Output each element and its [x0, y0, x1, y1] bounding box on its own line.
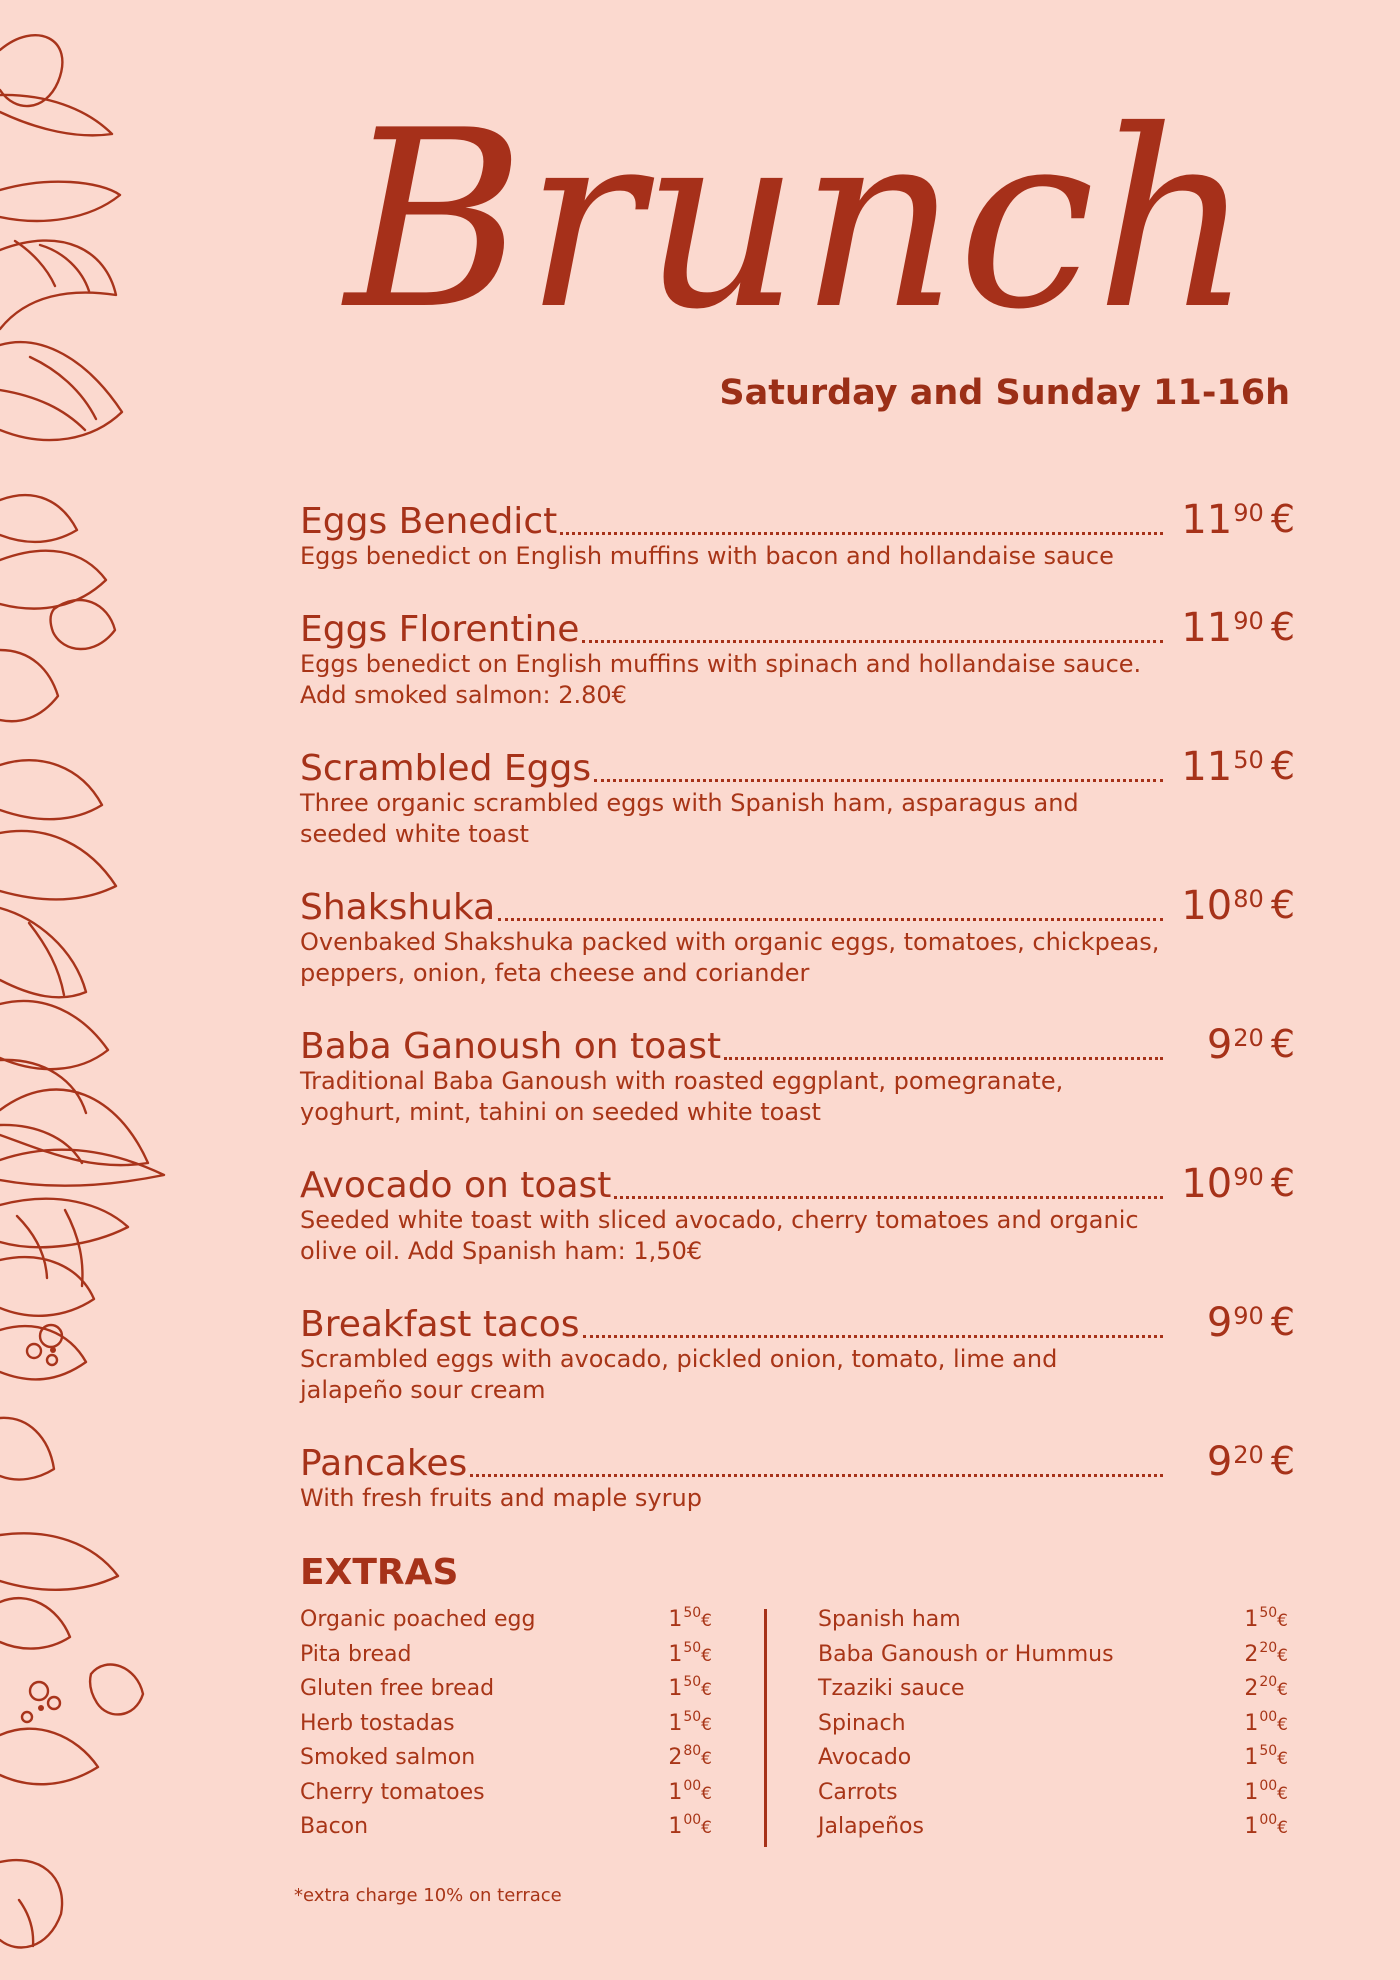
menu-item-name: Avocado on toast [300, 1165, 612, 1206]
extra-price: $1^{50}€$ [668, 1708, 712, 1736]
menu-item-price: 11 50 € [1181, 744, 1295, 790]
menu-item-heading [300, 739, 1295, 790]
extra-price: $2^{20}€$ [1244, 1639, 1288, 1667]
extra-price: $2^{80}€$ [668, 1743, 712, 1770]
extra-name: Pita bread [300, 1641, 412, 1667]
extra-price: $1^{00}€$ [668, 1777, 712, 1805]
extras-right-column [818, 1603, 1288, 1845]
price-leader-dots [582, 639, 1163, 643]
menu-item-heading [300, 1295, 1295, 1346]
price-leader-dots [594, 778, 1163, 782]
extra-name: Cherry tomatoes [300, 1779, 485, 1805]
menu-item-price: 11 90 € [1181, 605, 1295, 651]
price-leader-dots [470, 1473, 1163, 1477]
menu-item-price: 9 20 € [1206, 1022, 1295, 1068]
service-hours: Saturday and Sunday 11-16h [719, 373, 1290, 413]
menu-item-name: Breakfast tacos [300, 1304, 580, 1345]
extra-item [300, 1776, 712, 1811]
menu-item-description: Eggs benedict on English muffins with bacon and hollandaise sauce [300, 542, 1114, 570]
menu-item-name: Pancakes [300, 1443, 468, 1484]
menu-item-breakfast-tacos [300, 1295, 1295, 1406]
extra-price: $1^{50}€$ [668, 1674, 712, 1701]
menu-item-price: 10 90 € [1181, 1161, 1295, 1207]
extras-heading: EXTRAS [300, 1552, 459, 1593]
menu-item-pancakes [300, 1434, 1295, 1514]
menu-item-heading [300, 600, 1295, 651]
menu-item-avocado-on-toast [300, 1156, 1295, 1267]
menu-item-baba-ganoush-on-toast [300, 1017, 1295, 1128]
menu-item-heading [300, 878, 1295, 929]
extra-item [818, 1810, 1288, 1845]
extra-name: Gluten free bread [300, 1676, 495, 1701]
price-leader-dots [583, 1334, 1163, 1338]
menu-item-name: Shakshuka [300, 887, 496, 928]
menu-item-name: Scrambled Eggs [300, 748, 592, 789]
menu-item-heading [300, 1156, 1295, 1207]
extra-name: Baba Ganoush or Hummus [818, 1641, 1114, 1667]
menu-item-price: 10 80 € [1181, 883, 1295, 929]
menu-item-heading [300, 1434, 1295, 1485]
menu-item-description: Traditional Baba Ganoush with roasted eggplant, pomegranate, yoghurt, mint, tahini on seeded white toast [300, 1067, 1064, 1126]
menu-item-description: Ovenbaked Shakshuka packed with organic eggs, tomatoes, chickpeas, peppers, onion, feta cheese and coriander [300, 928, 1160, 987]
extra-item [300, 1672, 712, 1707]
extra-name: Smoked salmon [300, 1745, 476, 1770]
price-leader-dots [614, 1195, 1163, 1199]
extra-item [818, 1776, 1288, 1811]
extra-price: $1^{50}€$ [1244, 1743, 1288, 1770]
extra-item [818, 1741, 1288, 1776]
brunch-menu-list [300, 492, 1295, 1542]
extra-name: Spinach [818, 1710, 906, 1736]
menu-item-description: With fresh fruits and maple syrup [300, 1484, 702, 1512]
menu-item-description: Seeded white toast with sliced avocado, cherry tomatoes and organic olive oil. Add Spanish ham: 1,50€ [300, 1206, 1139, 1265]
extra-price: $1^{00}€$ [668, 1812, 712, 1839]
menu-item-description: Three organic scrambled eggs with Spanish ham, asparagus and seeded white toast [300, 789, 1079, 848]
menu-item-description: Scrambled eggs with avocado, pickled onion, tomato, lime and jalapeño sour cream [300, 1345, 1058, 1404]
menu-item-price: 11 90 € [1181, 497, 1295, 543]
extra-item [818, 1672, 1288, 1707]
extra-name: Tzaziki sauce [818, 1676, 965, 1701]
menu-item-description: Eggs benedict on English muffins with spinach and hollandaise sauce. Add smoked salmon: 2.80€ [300, 650, 1142, 709]
extra-price: $2^{20}€$ [1244, 1674, 1288, 1701]
menu-item-price: 9 90 € [1206, 1300, 1295, 1346]
menu-item-name: Eggs Florentine [300, 609, 580, 650]
menu-item-heading [300, 492, 1295, 543]
extra-name: Organic poached egg [300, 1607, 536, 1632]
extra-item [300, 1707, 712, 1742]
extra-price: $1^{50}€$ [668, 1639, 712, 1667]
extras-left-column [300, 1603, 712, 1845]
extra-name: Carrots [818, 1779, 898, 1805]
extra-item [300, 1741, 712, 1776]
extra-price: $1^{00}€$ [1244, 1777, 1288, 1805]
extra-name: Avocado [818, 1745, 912, 1770]
extra-name: Jalapeños [818, 1814, 924, 1839]
extra-item [300, 1638, 712, 1673]
price-leader-dots [498, 917, 1163, 921]
menu-item-eggs-benedict [300, 492, 1295, 572]
extra-price: $1^{00}€$ [1244, 1812, 1288, 1839]
floral-border-icon [0, 0, 230, 1980]
terrace-charge-note: *extra charge 10% on terrace [294, 1885, 562, 1906]
extra-item [300, 1603, 712, 1638]
menu-item-name: Eggs Benedict [300, 501, 558, 542]
price-leader-dots [724, 1056, 1163, 1060]
menu-item-scrambled-eggs [300, 739, 1295, 850]
extra-item [300, 1810, 712, 1845]
extra-price: $1^{00}€$ [1244, 1708, 1288, 1736]
svg-text:Brunch: Brunch [345, 78, 1253, 363]
extras-divider [764, 1609, 767, 1847]
menu-item-price: 9 20 € [1206, 1439, 1295, 1485]
extra-item [818, 1638, 1288, 1673]
menu-item-eggs-florentine [300, 600, 1295, 711]
extra-price: $1^{50}€$ [668, 1605, 712, 1632]
menu-item-heading [300, 1017, 1295, 1068]
extra-price: $1^{50}€$ [1244, 1605, 1288, 1632]
menu-item-shakshuka [300, 878, 1295, 989]
extra-name: Spanish ham [818, 1607, 961, 1632]
extra-item [818, 1603, 1288, 1638]
extra-name: Herb tostadas [300, 1710, 455, 1736]
menu-item-name: Baba Ganoush on toast [300, 1026, 722, 1067]
extra-item [818, 1707, 1288, 1742]
price-leader-dots [560, 531, 1163, 535]
extra-name: Bacon [300, 1814, 369, 1839]
